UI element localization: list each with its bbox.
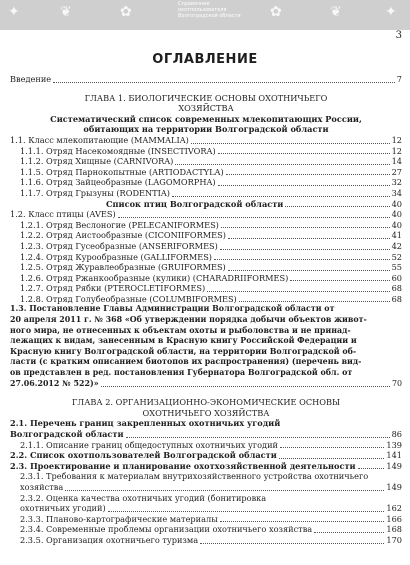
toc-entry-bird-order[interactable]: 1.2.8. Отряд Голубеобразные (COLUMBIFORMES) 68 [20,293,402,304]
toc-entry-resolution[interactable]: 1.3. Постановление Главы Администрации Волгоградской области от 20 апреля 2011 г. № 368 «Об утверждении порядка добычи объектов живот- ного мира, не отнесенных к объектам охоты и рыболовства и не принад- лежащих к видам, занесенным в Красную книгу Российской Федерации и Красную книгу Волгоградской области, на территории Волгоградской об- ласти (с кратким описанием биотопов их распространения) (перечень вид- ов представлен в ред. постановления Губернатора Волгоградской обл. от 27.06.2012 № 522)» 70 [10,304,402,388]
toc-entry-birds[interactable]: 1.2. Класс птицы (AVES) 40 [10,209,402,220]
toc-entry-intro[interactable]: Введение 7 [10,74,402,84]
toc-entry-bird-order[interactable]: 1.2.1. Отряд Веслоногие (PELECANIFORMES) 40 [20,219,402,230]
toc-entry-bird-order[interactable]: 1.2.2. Отряд Аистообразные (CICONIIFORMES) 41 [20,230,402,241]
toc-entry-mammals[interactable]: 1.1. Класс млекопитающие (MAMMALIA) 12 [10,134,402,145]
toc-entry-2-3-5[interactable]: 2.3.5. Организация охотничьего туризма 170 [20,534,402,545]
toc-entry-2-3-1[interactable]: 2.3.1. Требования к материалам внутрихозяйственного устройства охотничьего хозяйства 149 [20,471,402,492]
running-header: Справочник охотпользователя Волгоградской области [178,1,241,19]
toc-entry-mammal-order[interactable]: 1.1.1. Отряд Насекомоядные (INSECTIVORA) 12 [20,145,402,156]
toc-entry-bird-order[interactable]: 1.2.5. Отряд Журавлеобразные (GRUIFORMES) 55 [20,262,402,273]
toc-entry-bird-order[interactable]: 1.2.7. Отряд Рябки (PTEROCLETIFORMES) 68 [20,283,402,294]
toc-entry-2-1-1[interactable]: 2.1.1. Описание границ общедоступных охотничьих угодий 139 [20,439,402,450]
toc-entry-2-3[interactable]: 2.3. Проектирование и планирование охотхозяйственной деятельности 149 [10,460,402,471]
decorative-ornament-icon: ✦ [8,4,20,20]
toc-entry-2-3-2[interactable]: 2.3.2. Оценка качества охотничьих угодий (бонитировка охотничьих угодий) 162 [20,492,402,514]
page-header-band [0,0,410,30]
page-number: 3 [395,30,402,41]
toc-entry-2-1[interactable]: 2.1. Перечень границ закрепленных охотничьих угодий Волгоградской области 86 [10,418,402,439]
chapter-1-heading: ГЛАВА 1. БИОЛОГИЧЕСКИЕ ОСНОВЫ ОХОТНИЧЬЕГО ХОЗЯЙСТВА [84,92,328,114]
toc-entry-2-3-4[interactable]: 2.3.4. Современные проблемы организации охотничьего хозяйства 168 [20,524,402,535]
toc-entry-mammal-order[interactable]: 1.1.6. Отряд Зайцеобразные (LAGOMORPHA) 32 [20,177,402,188]
decorative-ornament-icon: ✿ [270,4,282,20]
page-title: ОГЛАВЛЕНИЕ [152,52,258,67]
toc-entry-birds-list[interactable]: Список птиц Волгоградской области 40 [106,198,402,209]
toc-entry-mammal-order[interactable]: 1.1.2. Отряд Хищные (CARNIVORA) 14 [20,156,402,167]
decorative-ornament-icon: ❦ [60,4,72,20]
toc-entry-2-2[interactable]: 2.2. Список охотпользователей Волгоградской области 141 [10,450,402,461]
toc-entry-mammal-order[interactable]: 1.1.7. Отряд Грызуны (RODENTIA) 34 [20,187,402,198]
decorative-ornament-icon: ✦ [385,4,397,20]
toc-entry-bird-order[interactable]: 1.2.6. Отряд Ржанкообразные (кулики) (CHARADRIIFORMES) 60 [20,272,402,283]
chapter-2-heading: ГЛАВА 2. ОРГАНИЗАЦИОННО-ЭКОНОМИЧЕСКИЕ ОСНОВЫ ОХОТНИЧЬЕГО ХОЗЯЙСТВА [71,397,341,418]
decorative-ornament-icon: ❦ [330,4,342,20]
toc-entry-bird-order[interactable]: 1.2.3. Отряд Гусеобразные (ANSERIFORMES) 42 [20,240,402,251]
toc-entry-bird-order[interactable]: 1.2.4. Отряд Курообразные (GALLIFORMES) 52 [20,251,402,262]
toc-entry-2-3-3[interactable]: 2.3.3. Планово-картографические материалы 166 [20,513,402,524]
chapter-1-subheading: Систематический список современных млекопитающих России, обитающих на территории Волгоградской области [50,113,362,135]
decorative-ornament-icon: ✿ [120,4,132,20]
toc-entry-mammal-order[interactable]: 1.1.5. Отряд Парнокопытные (ARTIODACTYLA) 27 [20,166,402,177]
table-of-contents [10,74,402,546]
